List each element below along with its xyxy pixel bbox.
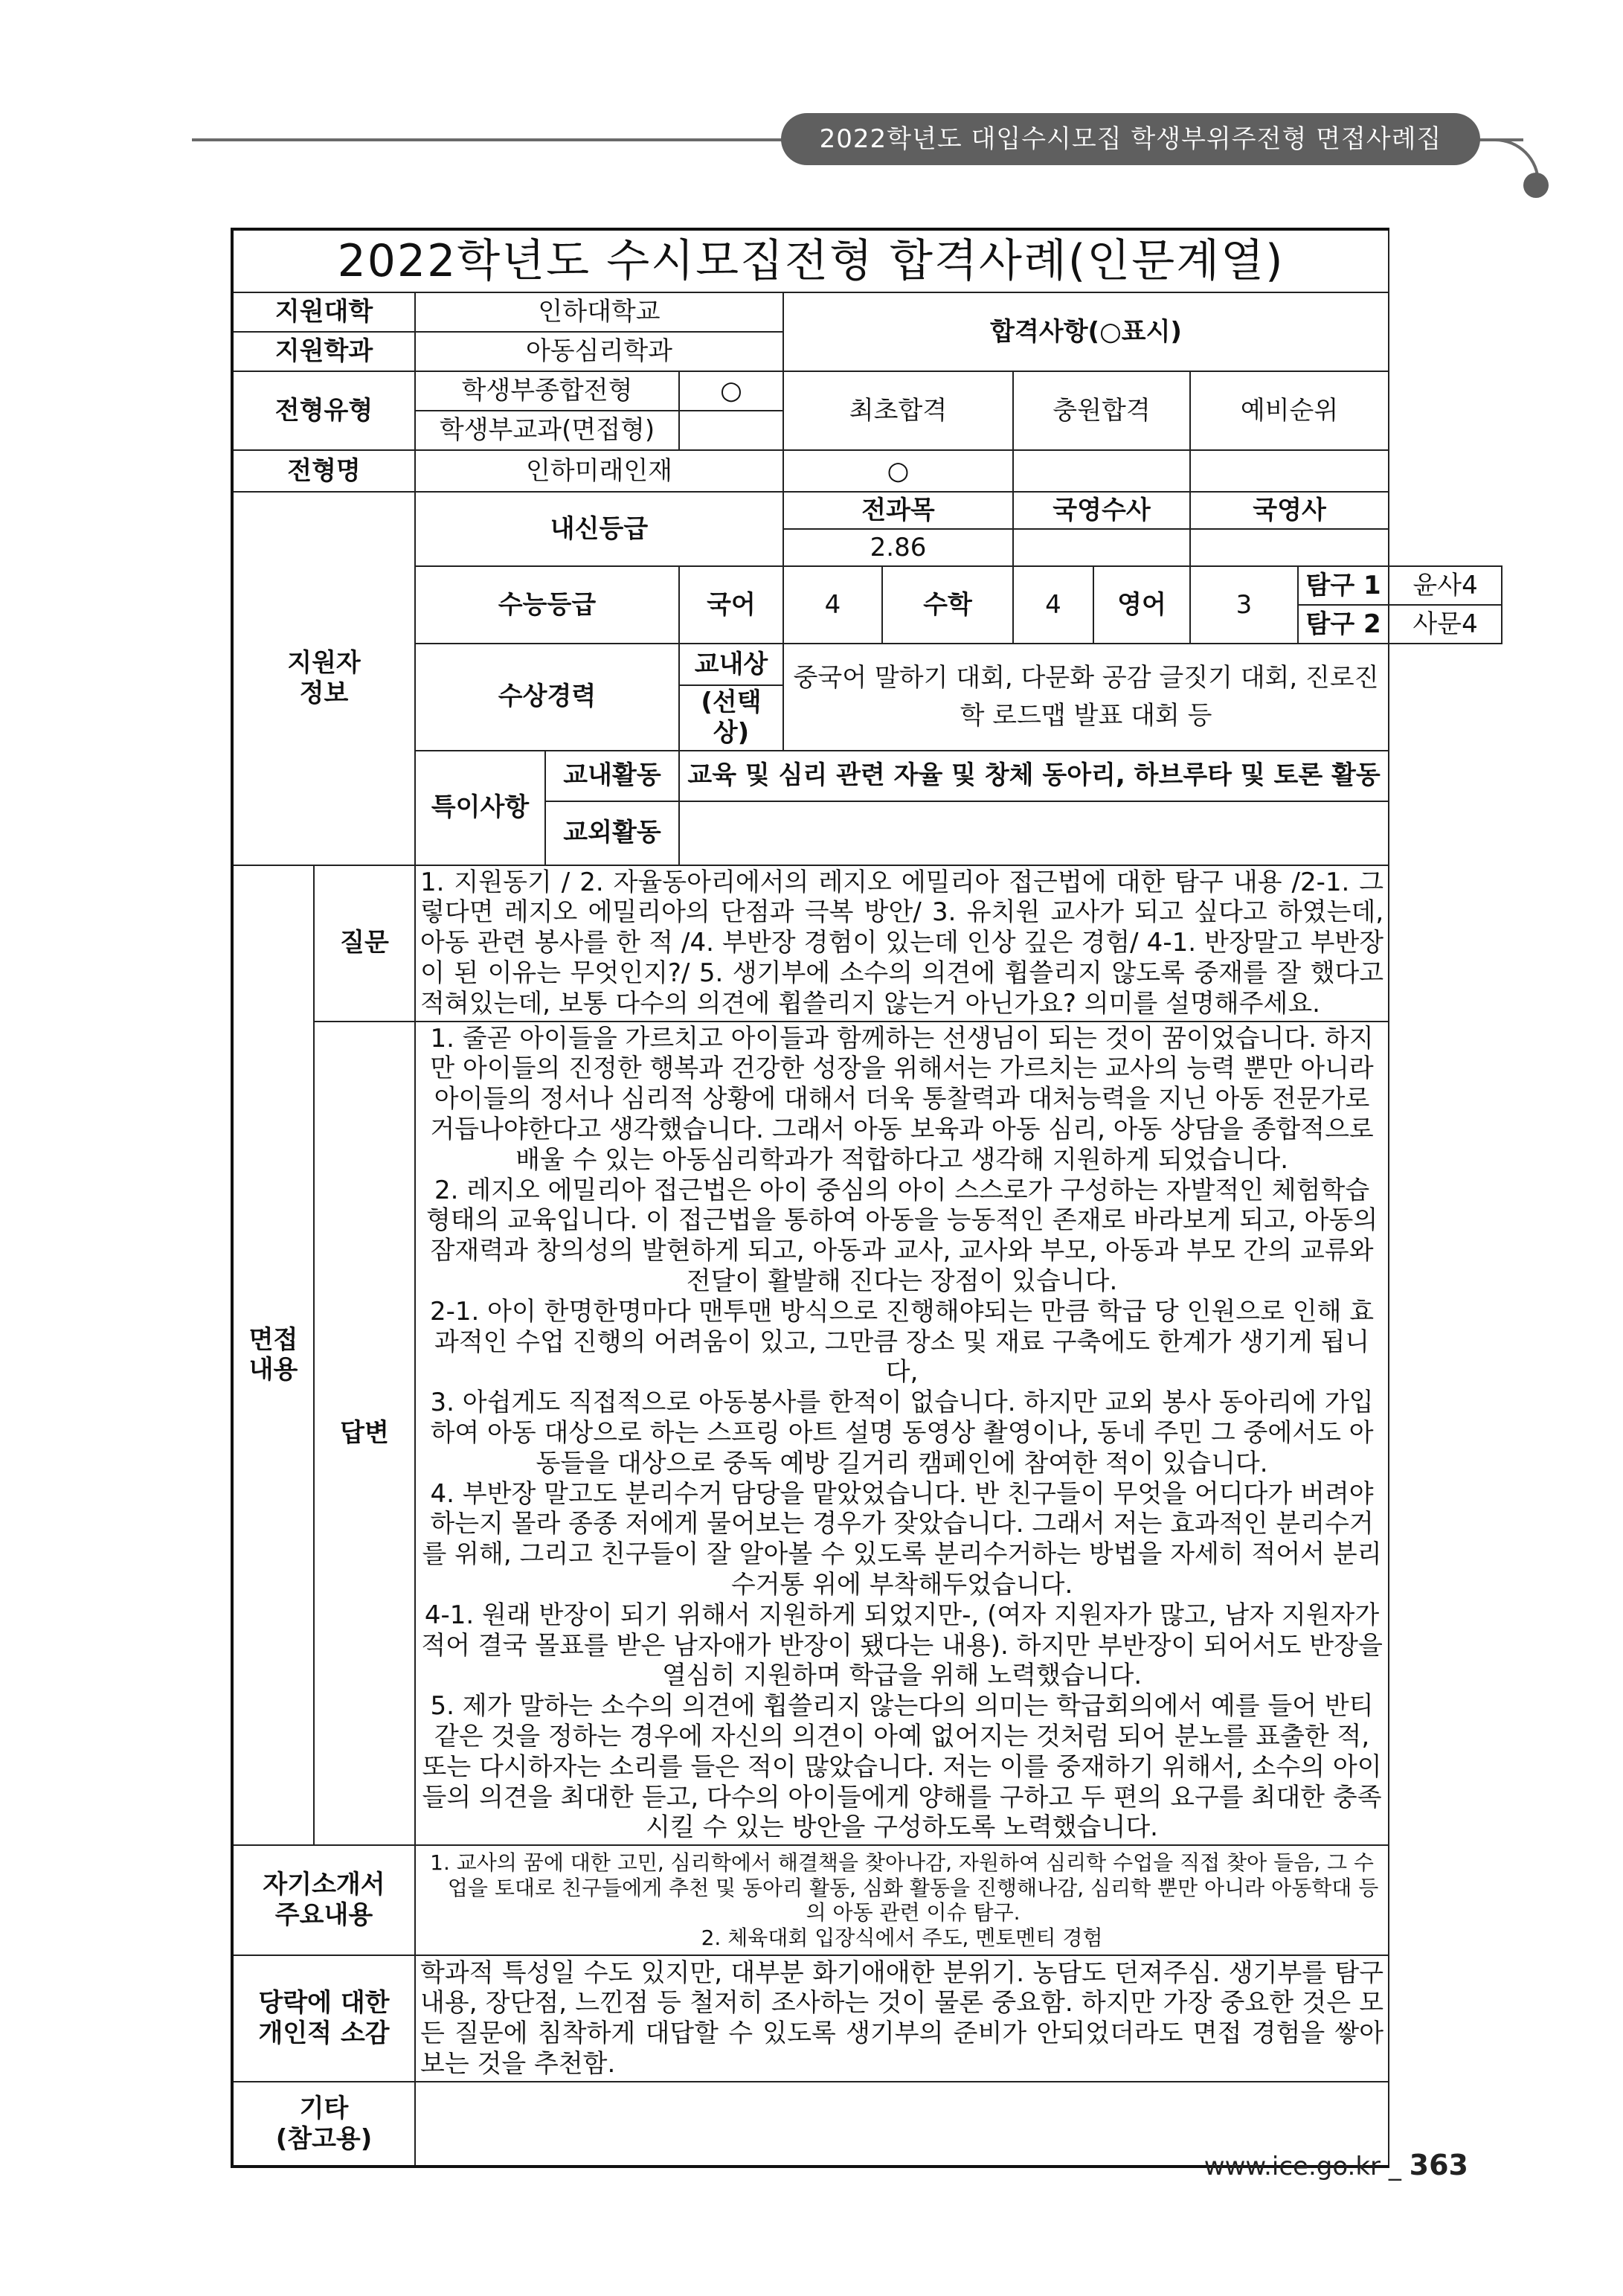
form-title: 2022학년도 수시모집전형 합격사례(인문계열) (232, 229, 1389, 292)
type-option-1-mark: ○ (679, 371, 783, 411)
label-admission-type: 전형유형 (232, 371, 415, 450)
result-header: 합격사항(○표시) (783, 292, 1389, 371)
label-interview: 면접 내용 (232, 865, 314, 1846)
label-waitlist: 예비순위 (1190, 371, 1389, 450)
first-pass-mark: ○ (783, 450, 1013, 492)
value-admission-name: 인하미래인재 (415, 450, 783, 492)
value-department: 아동심리학과 (415, 332, 783, 371)
value-inquiry-1: 윤사4 (1389, 566, 1502, 605)
answer-paragraph: 5. 제가 말하는 소수의 의견에 휩쓸리지 않는다의 의미는 학급회의에서 예를 들어 반티같은 것을 정하는 경우에 자신의 의견이 아예 없어지는 것처럼 되어 분노를 표출한 적, 또는 다시하자는 소리를 들은 적이 많았습니다. 저는 이를 중재하기 위해서, 소수의 아이들의 의견을 최대한 듣고, 다수의 아이들에게 양해를 구하고 두 편의 요구를 최대한 충족시킬 수 있는 방안을 구성하도록 노력했습니다. (422, 1691, 1382, 1843)
value-outside-activity (679, 801, 1389, 865)
value-math: 4 (1013, 566, 1093, 644)
value-question: 1. 지원동기 / 2. 자율동아리에서의 레지오 에밀리아 접근법에 대한 탐구 내용 /2-1. 그렇다면 레지오 에밀리아의 단점과 극복 방안/ 3. 유치원 교사가 되고 싶다고 하였는데, 아동 관련 봉사를 한 적 /4. 부반장 경험이 있는데 인상 깊은 경험/ 4-1. 반장말고 부반장이 된 이유는 무엇인지?/ 5. 생기부에 소수의 의견에 휩쓸리지 않도록 중재를 잘 했다고 적혀있는데, 보통 다수의 의견에 휩쓸리지 않는거 아닌가요? 의미를 설명해주세요. (415, 865, 1389, 1022)
label-additional-pass: 충원합격 (1013, 371, 1190, 450)
label-department: 지원학과 (232, 332, 415, 371)
additional-pass-mark (1013, 450, 1190, 492)
self-intro-item: 1. 교사의 꿈에 대한 고민, 심리학에서 해결책을 찾아나감, 자원하여 심리학 수업을 직접 찾아 들음, 그 수업을 토대로 친구들에게 추천 및 동아리 활동, 심화 활동을 진행해나감, 심리학 뿐만 아니라 아동학대 등의 아동 관련 이슈 탐구. (430, 1850, 1379, 1925)
value-opinion: 학과적 특성일 수도 있지만, 대부분 화기애애한 분위기. 농담도 던져주심. 생기부를 탐구내용, 장단점, 느낀점 등 철저히 조사하는 것이 물론 중요함. 하지만 가장 중요한 것은 모든 질문에 침착하게 대답할 수 있도록 생기부의 준비가 안되었더라도 면접 경험을 쌓아보는 것을 추천함. (415, 1955, 1389, 2082)
self-intro-item: 2. 체육대회 입장식에서 주도, 멘토멘티 경험 (701, 1925, 1103, 1950)
label-special-notes: 특이사항 (415, 751, 545, 865)
header-banner: 2022학년도 대입수시모집 학생부위주전형 면접사례집 (781, 113, 1480, 165)
value-english: 3 (1190, 566, 1298, 644)
label-outside-activity: 교외활동 (545, 801, 679, 865)
label-awards: 수상경력 (415, 644, 679, 751)
value-university: 인하대학교 (415, 292, 783, 332)
value-kes (1190, 529, 1389, 566)
label-inquiry-1: 탐구 1 (1298, 566, 1389, 605)
type-option-2-mark (679, 411, 783, 450)
label-opinion: 당락에 대한 개인적 소감 (232, 1955, 415, 2082)
label-english: 영어 (1093, 566, 1190, 644)
footer-url: www.ice.go.kr (1203, 2152, 1381, 2181)
label-applicant-info: 지원자 정보 (232, 492, 415, 865)
admission-case-table (231, 228, 1503, 2168)
label-all-subjects: 전과목 (783, 492, 1013, 529)
label-admission-name: 전형명 (232, 450, 415, 492)
label-suneung-grade: 수능등급 (415, 566, 679, 644)
value-answer (415, 1022, 1389, 1846)
type-option-2: 학생부교과(면접형) (415, 411, 679, 450)
label-kes: 국영사 (1190, 492, 1389, 529)
label-university: 지원대학 (232, 292, 415, 332)
value-all-subjects: 2.86 (783, 529, 1013, 566)
label-first-pass: 최초합격 (783, 371, 1013, 450)
answer-paragraph: 3. 아쉽게도 직접적으로 아동봉사를 한적이 없습니다. 하지만 교외 봉사 동아리에 가입하여 아동 대상으로 하는 스프링 아트 설명 동영상 촬영이나, 동네 주민 그 중에서도 아동들을 대상으로 중독 예방 길거리 캠페인에 참여한 적이 있습니다. (430, 1388, 1374, 1478)
answer-paragraph: 4. 부반장 말고도 분리수거 담당을 맡았었습니다. 반 친구들이 무엇을 어디다가 버려야하는지 몰라 종종 저에게 물어보는 경우가 잦았습니다. 그래서 저는 효과적인 분리수거를 위해, 그리고 친구들이 잘 알아볼 수 있도록 분리수거하는 방법을 자세히 적어서 분리수거통 위에 부착해두었습니다. (422, 1478, 1382, 1600)
value-self-intro (415, 1845, 1389, 1955)
header-dot-icon (1523, 173, 1549, 198)
value-in-school-activity: 교육 및 심리 관련 자율 및 창체 동아리, 하브루타 및 토론 활동 (679, 751, 1389, 801)
page-footer (1204, 2149, 1468, 2181)
value-awards: 중국어 말하기 대회, 다문화 공감 글짓기 대회, 진로진학 로드맵 발표 대회 등 (783, 644, 1389, 751)
label-korean: 국어 (679, 566, 783, 644)
answer-paragraph: 2. 레지오 에밀리아 접근법은 아이 중심의 아이 스스로가 구성하는 자발적인 체험학습 형태의 교육입니다. 이 접근법을 통하여 아동을 능동적인 존재로 바라보게 되고, 아동의 잠재력과 창의성의 발현하게 되고, 아동과 교사, 교사와 부모, 아동과 부모 간의 교류와 전달이 활발해 진다는 장점이 있습니다. (425, 1175, 1378, 1296)
label-inquiry-2: 탐구 2 (1298, 605, 1389, 644)
value-kems (1013, 529, 1190, 566)
waitlist-mark (1190, 450, 1389, 492)
label-question: 질문 (314, 865, 415, 1022)
answer-paragraph: 4-1. 원래 반장이 되기 위해서 지원하게 되었지만-, (여자 지원자가 많고, 남자 지원자가 적어 결국 몰표를 받은 남자애가 반장이 됐다는 내용). 하지만 부반장이 되어서도 반장을 열심히 지원하며 학급을 위해 노력했습니다. (421, 1600, 1383, 1691)
label-school-grade: 내신등급 (415, 492, 783, 566)
answer-paragraph: 1. 줄곧 아이들을 가르치고 아이들과 함께하는 선생님이 되는 것이 꿈이었습니다. 하지만 아이들의 진정한 행복과 건강한 성장을 위해서는 가르치는 교사의 능력 뿐만 아니라 아이들의 정서나 심리적 상황에 대해서 더욱 통찰력과 대처능력을 지닌 아동 전문가로 거듭나야한다고 생각했습니다. 그래서 아동 보육과 아동 심리, 아동 상담을 종합적으로 배울 수 있는 아동심리학과가 적합하다고 생각해 지원하게 되었습니다. (430, 1023, 1374, 1175)
value-korean: 4 (783, 566, 882, 644)
label-kems: 국영수사 (1013, 492, 1190, 529)
page-number: 363 (1409, 2149, 1468, 2181)
answer-paragraph: 2-1. 아이 한명한명마다 맨투맨 방식으로 진행해야되는 만큼 학급 당 인원으로 인해 효과적인 수업 진행의 어려움이 있고, 그만큼 장소 및 재료 구축에도 한계가 생기게 됩니다, (430, 1296, 1375, 1388)
label-self-intro: 자기소개서 주요내용 (232, 1845, 415, 1955)
label-in-school-activity: 교내활동 (545, 751, 679, 801)
type-option-1: 학생부종합전형 (415, 371, 679, 411)
label-math: 수학 (882, 566, 1013, 644)
label-in-school-award: 교내상 (679, 644, 783, 685)
label-etc: 기타 (참고용) (232, 2082, 415, 2167)
value-inquiry-2: 사문4 (1389, 605, 1502, 644)
footer-separator: _ (1388, 2152, 1401, 2181)
label-answer: 답변 (314, 1022, 415, 1846)
label-selected-award: (선택상) (679, 685, 783, 751)
